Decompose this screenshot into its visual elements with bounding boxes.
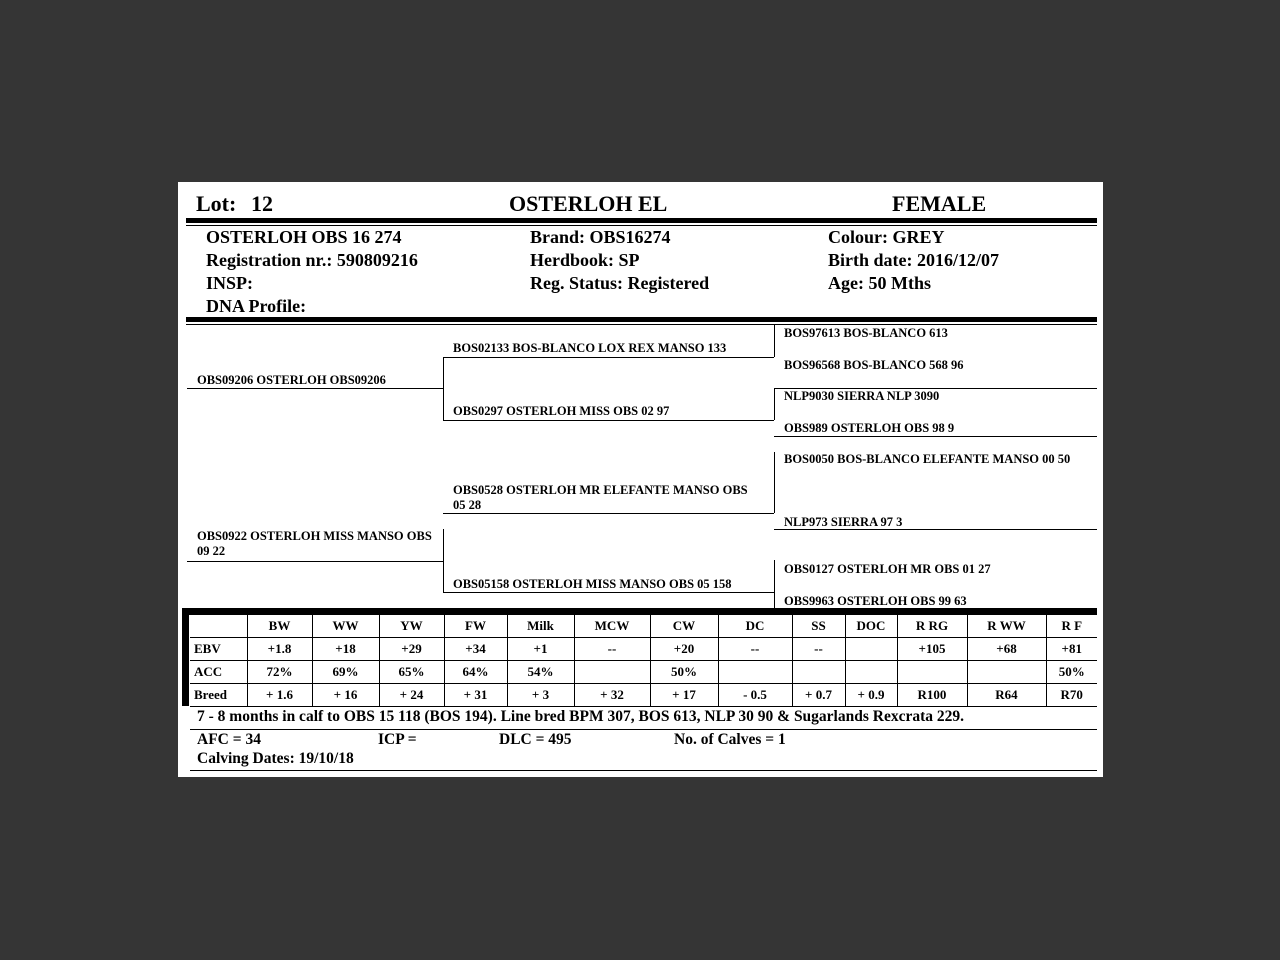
ggp-5: BOS0050 BOS-BLANCO ELEFANTE MANSO 00 50 (784, 452, 1071, 466)
ebv-header-rrg: R RG (897, 615, 967, 638)
dna-profile-label: DNA Profile: (206, 296, 307, 316)
table-cell: R70 (1046, 684, 1097, 707)
colour: Colour: GREY (828, 227, 945, 247)
table-cell: +18 (312, 638, 379, 661)
registration-number: Registration nr.: 590809216 (206, 250, 418, 270)
ggp-7: OBS0127 OSTERLOH MR OBS 01 27 (784, 562, 991, 576)
sire-dam: OBS0297 OSTERLOH MISS OBS 02 97 (453, 404, 670, 418)
ebv-header-bw: BW (247, 615, 312, 638)
table-cell: -- (574, 638, 650, 661)
ggp-connector-3 (774, 452, 775, 513)
ebv-top-bar (182, 608, 1097, 615)
footer-divider (190, 770, 1097, 771)
dam-sire: OBS0528 OSTERLOH MR ELEFANTE MANSO OBS 05 28 (453, 483, 748, 512)
brand: Brand: OBS16274 (530, 227, 671, 247)
ggp-connector-4 (774, 560, 775, 610)
ebv-header-dc: DC (718, 615, 792, 638)
ebv-row (190, 638, 1097, 661)
table-cell: + 24 (379, 684, 444, 707)
table-cell: 54% (507, 661, 574, 684)
dam-line (187, 561, 443, 562)
breed-row (190, 684, 1097, 707)
dam-connector (443, 529, 444, 593)
table-cell (845, 661, 897, 684)
ggp-1: BOS97613 BOS-BLANCO 613 (784, 326, 948, 340)
full-name: OSTERLOH OBS 16 274 (206, 227, 402, 247)
ebv-header-milk: Milk (507, 615, 574, 638)
table-cell (718, 661, 792, 684)
table-cell: ACC (190, 661, 247, 684)
table-cell: 50% (1046, 661, 1097, 684)
table-cell: EBV (190, 638, 247, 661)
ggp-connector-2 (774, 388, 775, 420)
table-cell: + 3 (507, 684, 574, 707)
ggp-divider-1 (774, 388, 1097, 389)
table-cell: 64% (444, 661, 507, 684)
ebv-header-row (190, 615, 1097, 638)
table-cell (574, 661, 650, 684)
table-cell: +29 (379, 638, 444, 661)
ggp-4: OBS989 OSTERLOH OBS 98 9 (784, 421, 955, 435)
ggp-8: OBS9963 OSTERLOH OBS 99 63 (784, 594, 967, 608)
ggp-divider-3 (774, 529, 1097, 530)
birth-date: Birth date: 2016/12/07 (828, 250, 999, 270)
ebv-header-yw: YW (379, 615, 444, 638)
table-cell (967, 661, 1046, 684)
table-cell: +81 (1046, 638, 1097, 661)
table-cell (897, 661, 967, 684)
ggp-divider-2 (774, 436, 1097, 437)
title-divider (186, 218, 1097, 223)
dam-dam-line (443, 592, 774, 593)
table-cell: + 1.6 (247, 684, 312, 707)
comment-text: 7 - 8 months in calf to OBS 15 118 (BOS 194). Line bred BPM 307, BOS 613, NLP 30 90 & Sugarlands Rexcrata 229. (197, 708, 965, 725)
insp-label: INSP: (206, 273, 254, 293)
sire-connector (443, 357, 444, 421)
table-cell: +20 (650, 638, 718, 661)
sire-sire: BOS02133 BOS-BLANCO LOX REX MANSO 133 (453, 341, 727, 355)
lot-number: 12 (251, 191, 273, 216)
dam-sire-line (443, 513, 774, 514)
table-cell: 65% (379, 661, 444, 684)
icp-value: ICP = (378, 731, 417, 748)
table-cell: + 0.9 (845, 684, 897, 707)
table-cell: - 0.5 (718, 684, 792, 707)
table-cell: +1 (507, 638, 574, 661)
ebv-left-bar (182, 608, 189, 706)
table-cell: +1.8 (247, 638, 312, 661)
ggp-connector-1 (774, 325, 775, 357)
ebv-header-rww: R WW (967, 615, 1046, 638)
animal-name: OSTERLOH EL (509, 191, 668, 216)
info-divider-thin (186, 324, 1097, 325)
sire-line (187, 388, 443, 389)
ebv-header-fw: FW (444, 615, 507, 638)
table-cell: +34 (444, 638, 507, 661)
calving-dates: Calving Dates: 19/10/18 (197, 750, 354, 767)
sire-sire-line (443, 357, 774, 358)
table-cell: 72% (247, 661, 312, 684)
ggp-3: NLP9030 SIERRA NLP 3090 (784, 389, 940, 403)
sex-label: FEMALE (892, 191, 987, 216)
table-cell: + 0.7 (792, 684, 845, 707)
ebv-table (190, 615, 1097, 707)
table-cell: 50% (650, 661, 718, 684)
table-cell: -- (718, 638, 792, 661)
info-divider (186, 317, 1097, 322)
ebv-header-doc: DOC (845, 615, 897, 638)
ebv-header-rf: R F (1046, 615, 1097, 638)
dlc-value: DLC = 495 (499, 731, 572, 748)
table-cell: 69% (312, 661, 379, 684)
lot-label: Lot: (196, 191, 237, 216)
table-cell: +105 (897, 638, 967, 661)
reg-status: Reg. Status: Registered (530, 273, 710, 293)
dam-dam: OBS05158 OSTERLOH MISS MANSO OBS 05 158 (453, 577, 732, 591)
table-cell: R100 (897, 684, 967, 707)
dam: OBS0922 OSTERLOH MISS MANSO OBS 09 22 (197, 529, 432, 558)
afc-value: AFC = 34 (197, 731, 261, 748)
calves-count: No. of Calves = 1 (674, 731, 786, 748)
table-cell: + 16 (312, 684, 379, 707)
sire-dam-line (443, 420, 774, 421)
ebv-header-ss: SS (792, 615, 845, 638)
acc-row (190, 661, 1097, 684)
table-cell: + 32 (574, 684, 650, 707)
title-divider-thin (186, 225, 1097, 226)
ebv-header-blank (190, 615, 247, 638)
table-cell: -- (792, 638, 845, 661)
ebv-header-mcw: MCW (574, 615, 650, 638)
ebv-header-ww: WW (312, 615, 379, 638)
ggp-2: BOS96568 BOS-BLANCO 568 96 (784, 358, 964, 372)
comment-divider (190, 729, 1097, 730)
ebv-header-cw: CW (650, 615, 718, 638)
table-cell: + 17 (650, 684, 718, 707)
age: Age: 50 Mths (828, 273, 931, 293)
lot-card (178, 182, 1103, 777)
table-cell: + 31 (444, 684, 507, 707)
table-cell: R64 (967, 684, 1046, 707)
table-cell: +68 (967, 638, 1046, 661)
herdbook: Herdbook: SP (530, 250, 640, 270)
table-cell: Breed (190, 684, 247, 707)
table-cell (792, 661, 845, 684)
sire: OBS09206 OSTERLOH OBS09206 (197, 373, 386, 387)
table-cell (845, 638, 897, 661)
ggp-6: NLP973 SIERRA 97 3 (784, 515, 903, 529)
